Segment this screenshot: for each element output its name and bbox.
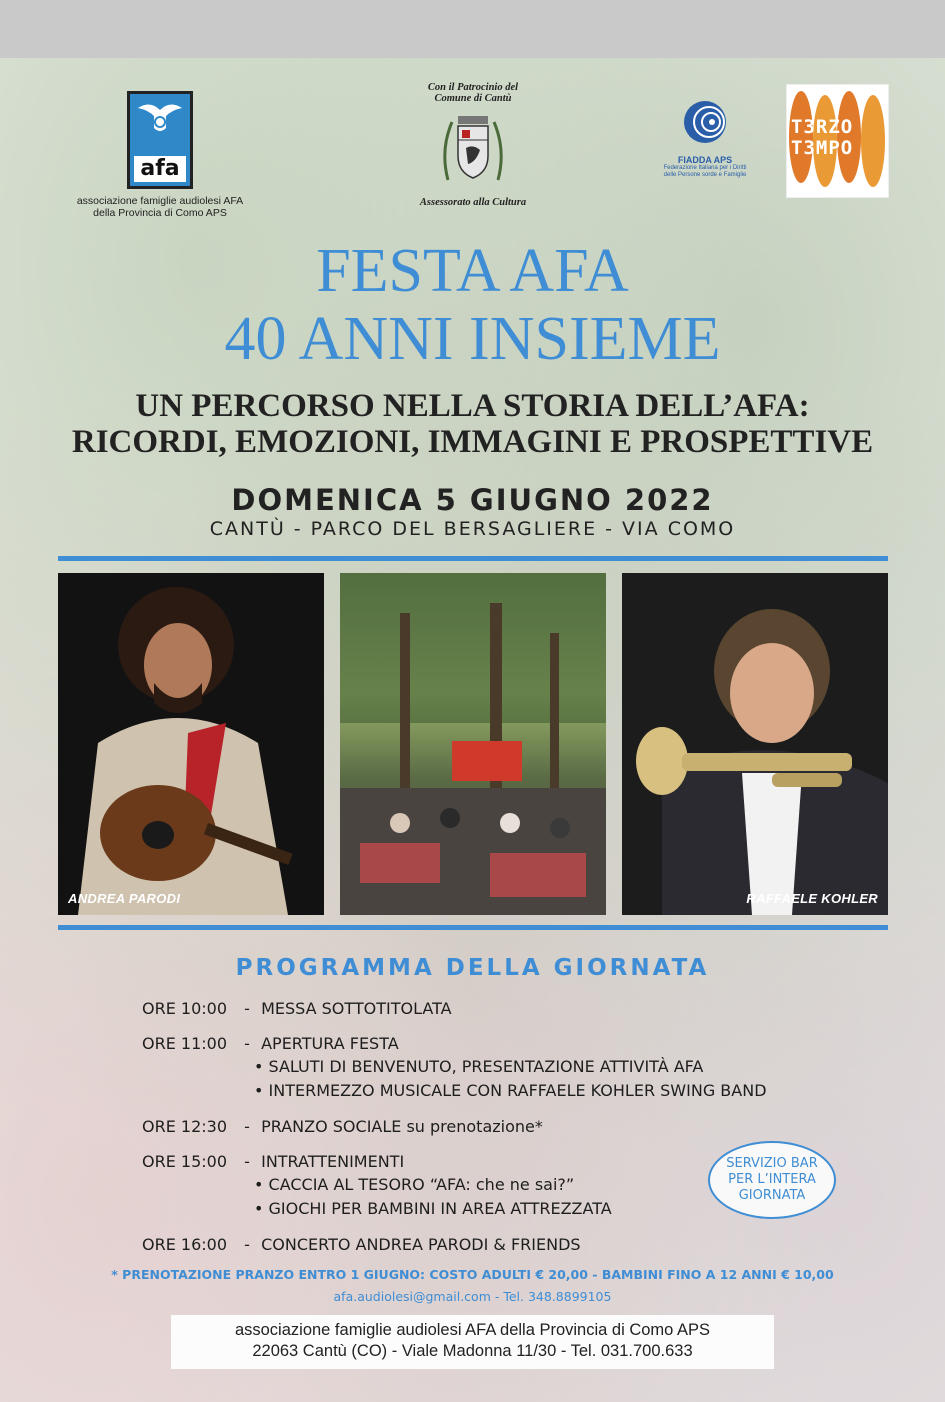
terzo-tempo-line1: T3RZO [791, 116, 854, 138]
program-label: MESSA SOTTOTITOLATA [261, 999, 452, 1018]
program-separator: - [244, 1152, 250, 1171]
badge-line3: GIORNATA [738, 1188, 806, 1203]
fiadda-name: FIADDA APS [677, 155, 733, 165]
program-separator: - [244, 1034, 250, 1053]
afa-logo-mark [127, 91, 193, 189]
program-item [142, 1116, 842, 1138]
page-title-line2: 40 ANNI INSIEME [224, 305, 721, 373]
park-illustration [340, 573, 606, 915]
afa-logo [60, 91, 260, 219]
photo-caption-raffaele-kohler: RAFFAELE KOHLER [746, 891, 878, 906]
program-separator: - [244, 1235, 250, 1254]
afa-logo-caption [60, 195, 260, 219]
terzo-tempo-line2: T3MPO [791, 137, 854, 159]
comune-line3: Assessorato alla Cultura [419, 197, 527, 208]
divider-top [58, 556, 888, 561]
fiadda-desc-line1: Federazione Italiana per i Diritti [663, 165, 747, 171]
afa-caption-line2: della Provincia di Como APS [93, 207, 227, 219]
subtitle-line1: UN PERCORSO NELLA STORIA DELL’AFA: [135, 388, 810, 424]
page-title-line1: FESTA AFA [316, 237, 629, 305]
program-time: ORE 15:00 [142, 1152, 228, 1171]
footer-line1: associazione famiglie audiolesi AFA della Provincia di Como APS [234, 1321, 711, 1339]
photo-caption-andrea-parodi: ANDREA PARODI [68, 891, 181, 906]
program-item [142, 998, 842, 1020]
subtitle-line2: RICORDI, EMOZIONI, IMMAGINI E PROSPETTIVE [71, 424, 874, 460]
terzo-tempo-logo [786, 84, 889, 198]
program-list [142, 998, 842, 1269]
program-time: ORE 11:00 [142, 1034, 228, 1053]
booking-note: * PRENOTAZIONE PRANZO ENTRO 1 GIUGNO: COSTO ADULTI € 20,00 - BAMBINI FINO A 12 ANNI € 10,00 [111, 1267, 834, 1282]
program-label: PRANZO SOCIALE su prenotazione* [261, 1117, 543, 1136]
comune-line1: Con il Patrocinio del [427, 82, 519, 93]
fiadda-desc-line2: delle Persone sorde e Famiglie [663, 172, 747, 178]
divider-bottom [58, 925, 888, 930]
program-item [142, 1234, 842, 1256]
trumpeter-illustration [622, 573, 888, 915]
ear-icon [677, 98, 733, 148]
photo-andrea-parodi [58, 573, 324, 915]
bird-icon [136, 98, 184, 138]
badge-line1: SERVIZIO BAR [726, 1156, 818, 1171]
program-subitem: • CACCIA AL TESORO “AFA: che ne sai?” [254, 1175, 575, 1194]
bar-service-badge [708, 1141, 836, 1219]
comune-logo [405, 82, 541, 208]
event-place: CANTÙ - PARCO DEL BERSAGLIERE - VIA COMO [209, 518, 736, 540]
program-subitem: • GIOCHI PER BAMBINI IN AREA ATTREZZATA [254, 1199, 612, 1218]
poster [0, 58, 945, 1402]
footer-box [171, 1315, 774, 1369]
contact-line[interactable]: afa.audiolesi@gmail.com - Tel. 348.8899105 [333, 1289, 612, 1304]
photo-raffaele-kohler [622, 573, 888, 915]
comune-line2: Comune di Cantù [434, 93, 512, 104]
fiadda-logo [650, 98, 760, 179]
program-label: INTRATTENIMENTI [261, 1152, 405, 1171]
guitarist-illustration [58, 573, 324, 915]
footer-line2: 22063 Cantù (CO) - Viale Madonna 11/30 - Tel. 031.700.633 [252, 1342, 693, 1360]
program-time: ORE 12:30 [142, 1117, 228, 1136]
program-separator: - [244, 999, 250, 1018]
program-time: ORE 16:00 [142, 1235, 228, 1254]
afa-logo-text: afa [134, 156, 186, 182]
badge-line2: PER L’INTERA [728, 1172, 816, 1187]
program-separator: - [244, 1117, 250, 1136]
program-subitem: • INTERMEZZO MUSICALE CON RAFFAELE KOHLER SWING BAND [254, 1081, 767, 1100]
photo-park-crowd [340, 573, 606, 915]
program-item [142, 1033, 842, 1103]
program-label: CONCERTO ANDREA PARODI & FRIENDS [261, 1235, 581, 1254]
program-title: PROGRAMMA DELLA GIORNATA [235, 955, 710, 981]
program-label: APERTURA FESTA [261, 1034, 399, 1053]
afa-caption-line1: associazione famiglie audiolesi AFA [76, 195, 244, 207]
program-time: ORE 10:00 [142, 999, 228, 1018]
program-subitem: • SALUTI DI BENVENUTO, PRESENTAZIONE ATTIVITÀ AFA [254, 1057, 704, 1076]
coat-of-arms-icon [438, 110, 508, 188]
event-date: DOMENICA 5 GIUGNO 2022 [231, 483, 714, 517]
